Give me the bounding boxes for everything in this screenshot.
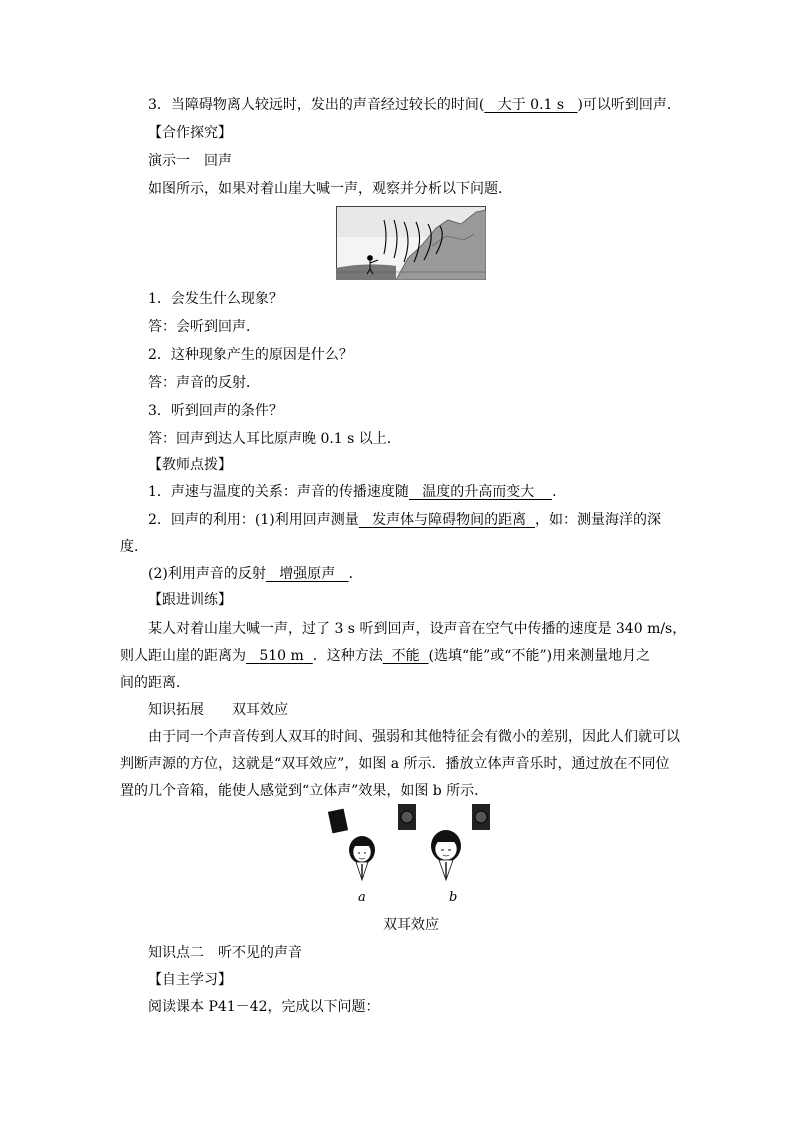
answer-blank: 510 m xyxy=(259,648,304,664)
section-heading-jiaoshi: 【教师点拨】 xyxy=(148,457,232,473)
binaural-effect-figure xyxy=(326,804,506,884)
section-heading-genjin: 【跟进训练】 xyxy=(148,592,232,608)
girl-figure-a xyxy=(349,836,375,880)
answer-blank: 发声体与障碍物间的距离 xyxy=(372,512,527,528)
speaker-icon xyxy=(472,804,490,830)
teacher-point-2: 2．回声的利用：(1)利用回声测量 发声体与障碍物间的距离 ，如：测量海洋的深 xyxy=(148,512,662,528)
teacher-point-3: (2)利用声音的反射 增强原声 ． xyxy=(148,566,363,582)
extension-para-1: 由于同一个声音传到人双耳的时间、强弱和其他特征会有微小的差别，因此人们就可以 xyxy=(148,729,680,745)
knowledge-point-2: 知识点二 听不见的声音 xyxy=(148,945,302,961)
figure-label-a: a xyxy=(358,890,366,905)
teacher-point-2-cont: 度． xyxy=(120,539,148,555)
answer-blank: 温度的升高而变大 xyxy=(422,484,535,500)
answer-2: 答：声音的反射． xyxy=(148,375,260,391)
extension-para-3: 置的几个音箱，能使人感觉到“立体声”效果，如图 b 所示． xyxy=(120,783,489,799)
question-2: 2．这种现象产生的原因是什么？ xyxy=(148,347,353,363)
exercise-line-3: 间的距离． xyxy=(120,675,190,691)
reading-instruction: 阅读课本 P41－42，完成以下问题： xyxy=(148,999,380,1015)
answer-blank: 大于 0.1 s xyxy=(497,97,565,113)
girl-figure-b xyxy=(431,830,461,880)
question-3: 3．听到回声的条件？ xyxy=(148,403,283,419)
speaker-icon xyxy=(398,804,416,830)
exercise-line-1: 某人对着山崖大喊一声，过了 3 s 听到回声，设声音在空气中传播的速度是 340 m/s， xyxy=(148,621,687,637)
speaker-icon xyxy=(328,809,348,834)
intro-text: 如图所示，如果对着山崖大喊一声，观察并分析以下问题． xyxy=(148,181,512,197)
section-heading-hezuo: 【合作探究】 xyxy=(148,125,232,141)
extension-para-2: 判断声源的方位，这就是“双耳效应”，如图 a 所示．播放立体声音乐时，通过放在不同位 xyxy=(120,756,670,772)
answer-3: 答：回声到达人耳比原声晚 0.1 s 以上． xyxy=(148,431,401,447)
section-heading-zizhu: 【自主学习】 xyxy=(148,972,232,988)
answer-blank: 不能 xyxy=(391,648,420,664)
figure-label-b: b xyxy=(449,890,458,905)
question-3-line: 3．当障碍物离人较远时，发出的声音经过较长的时间( 大于 0.1 s )可以听到回声． xyxy=(148,97,681,113)
answer-blank: 增强原声 xyxy=(279,566,336,582)
figure-caption: 双耳效应 xyxy=(383,917,439,933)
teacher-point-1: 1．声速与温度的关系：声音的传播速度随 温度的升高而变大 ． xyxy=(148,484,567,500)
question-1: 1．会发生什么现象？ xyxy=(148,291,283,307)
extension-title: 知识拓展 双耳效应 xyxy=(148,702,288,718)
demo-title: 演示一 回声 xyxy=(148,153,232,169)
answer-1: 答：会听到回声． xyxy=(148,319,260,335)
echo-cliff-figure xyxy=(336,206,486,280)
exercise-line-2: 则人距山崖的距离为 510 m ．这种方法 不能 (选填“能”或“不能”)用来测量地月之 xyxy=(120,648,651,664)
